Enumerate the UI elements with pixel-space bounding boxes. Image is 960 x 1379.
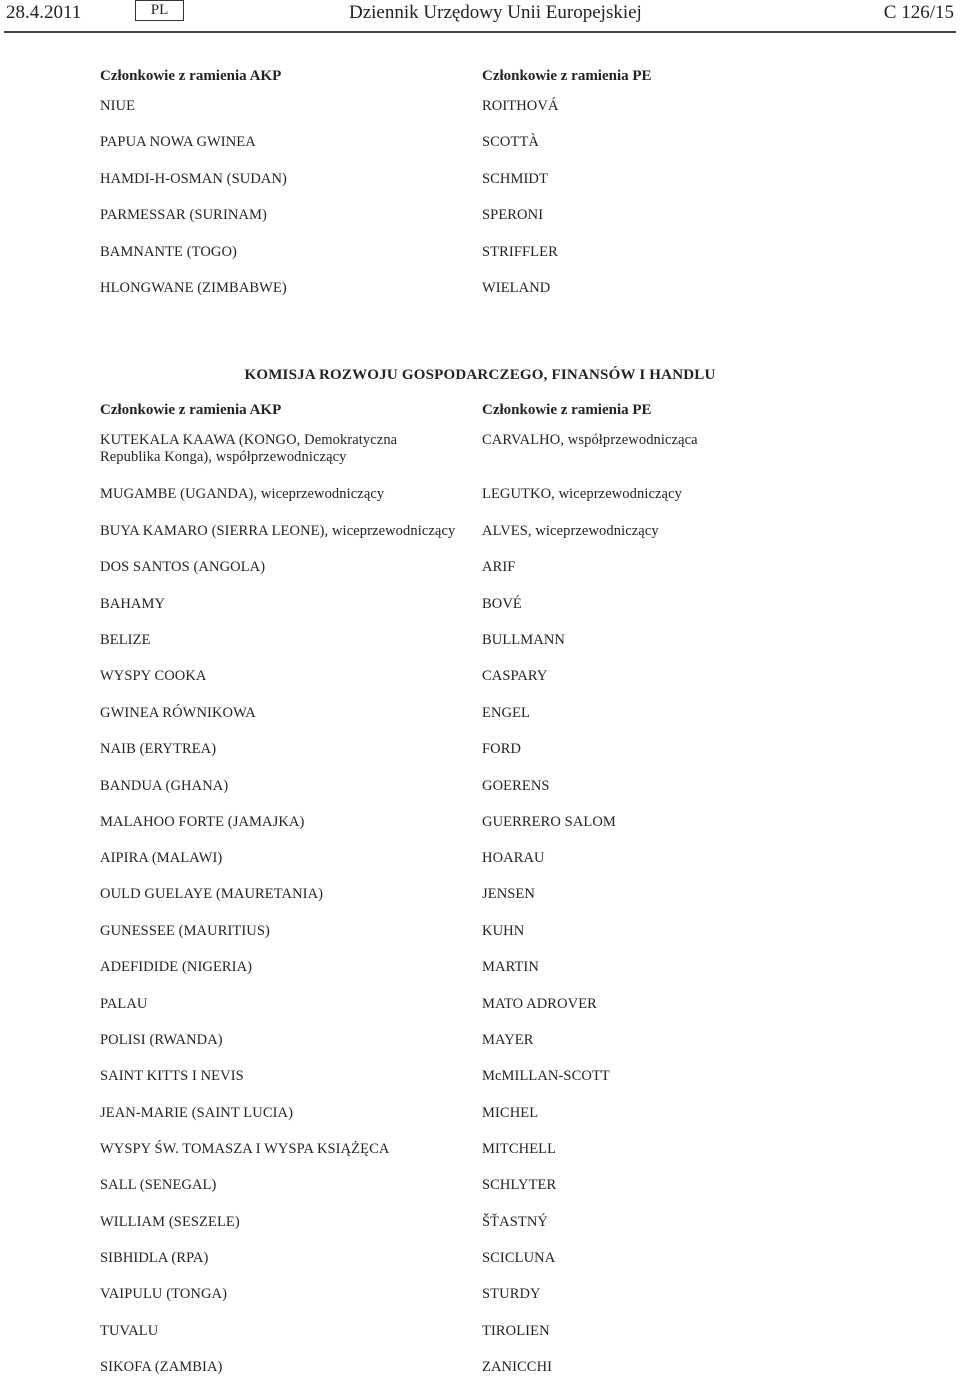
list-item: MITCHELL (482, 1141, 557, 1157)
list-item: McMILLAN-SCOTT (482, 1068, 610, 1084)
list-item: ŠŤASTNÝ (482, 1214, 548, 1230)
section2-right-heading: Członkowie z ramienia PE (482, 402, 652, 418)
list-item: BANDUA (GHANA) (100, 778, 229, 794)
list-item: MICHEL (482, 1105, 539, 1121)
committee-title: KOMISJA ROZWOJU GOSPODARCZEGO, FINANSÓW I HANDLU (244, 367, 716, 383)
list-item: TIROLIEN (482, 1323, 550, 1339)
list-item: HLONGWANE (ZIMBABWE) (100, 280, 287, 296)
list-item: SAINT KITTS I NEVIS (100, 1068, 244, 1084)
list-item: WILLIAM (SESZELE) (100, 1214, 240, 1230)
list-item: SCOTTÀ (482, 134, 539, 150)
section2-left-heading: Członkowie z ramienia AKP (100, 402, 282, 418)
list-item: ZANICCHI (482, 1359, 553, 1375)
list-item: ALVES, wiceprzewodniczący (482, 523, 659, 539)
list-item: ADEFIDIDE (NIGERIA) (100, 959, 253, 975)
list-item: PALAU (100, 996, 148, 1012)
list-item: JEAN-MARIE (SAINT LUCIA) (100, 1105, 294, 1121)
list-item: KUHN (482, 923, 525, 939)
list-item: KUTEKALA KAAWA (KONGO, Demokratyczna Republika Konga), współprzewodniczący (100, 432, 398, 465)
list-item: PARMESSAR (SURINAM) (100, 207, 267, 223)
list-item: WYSPY ŚW. TOMASZA I WYSPA KSIĄŻĘCA (100, 1141, 390, 1157)
section1-left-heading: Członkowie z ramienia AKP (100, 68, 282, 84)
list-item: AIPIRA (MALAWI) (100, 850, 223, 866)
list-item: HAMDI-H-OSMAN (SUDAN) (100, 171, 287, 187)
list-item: GWINEA RÓWNIKOWA (100, 705, 256, 721)
list-item: MALAHOO FORTE (JAMAJKA) (100, 814, 305, 830)
list-item: NIUE (100, 98, 136, 114)
list-item: SPERONI (482, 207, 544, 223)
list-item: BOVÉ (482, 596, 522, 612)
journal-title: Dziennik Urzędowy Unii Europejskiej (349, 2, 642, 23)
list-item: BULLMANN (482, 632, 565, 648)
page-header (0, 0, 960, 34)
list-item: ROITHOVÁ (482, 98, 559, 114)
list-item: OULD GUELAYE (MAURETANIA) (100, 886, 324, 902)
list-item: STRIFFLER (482, 244, 558, 260)
list-item: JENSEN (482, 886, 535, 902)
header-rule (4, 31, 956, 33)
page-reference: C 126/15 (883, 2, 954, 23)
list-item: FORD (482, 741, 522, 757)
list-item: MUGAMBE (UGANDA), wiceprzewodniczący (100, 486, 385, 502)
list-item: PAPUA NOWA GWINEA (100, 134, 256, 150)
list-item: BELIZE (100, 632, 151, 648)
list-item: WIELAND (482, 280, 551, 296)
list-item: ARIF (482, 559, 516, 575)
publication-date: 28.4.2011 (6, 2, 82, 23)
list-item: MARTIN (482, 959, 539, 975)
list-item: BAMNANTE (TOGO) (100, 244, 237, 260)
list-item: POLISI (RWANDA) (100, 1032, 223, 1048)
list-item: BAHAMY (100, 596, 166, 612)
list-item: SALL (SENEGAL) (100, 1177, 217, 1193)
list-item: BUYA KAMARO (SIERRA LEONE), wiceprzewodniczący (100, 523, 456, 539)
list-item: DOS SANTOS (ANGOLA) (100, 559, 266, 575)
list-item: SIBHIDLA (RPA) (100, 1250, 209, 1266)
list-item: GUNESSEE (MAURITIUS) (100, 923, 270, 939)
list-item: LEGUTKO, wiceprzewodniczący (482, 486, 682, 502)
language-badge: PL (135, 0, 184, 21)
list-item: CASPARY (482, 668, 548, 684)
list-item: SIKOFA (ZAMBIA) (100, 1359, 223, 1375)
list-item: SCICLUNA (482, 1250, 556, 1266)
list-item: GOERENS (482, 778, 550, 794)
list-item: ENGEL (482, 705, 531, 721)
list-item: GUERRERO SALOM (482, 814, 616, 830)
list-item: SCHMIDT (482, 171, 548, 187)
list-item: SCHLYTER (482, 1177, 557, 1193)
list-item: STURDY (482, 1286, 541, 1302)
list-item: MATO ADROVER (482, 996, 597, 1012)
list-item: HOARAU (482, 850, 545, 866)
list-item: NAIB (ERYTREA) (100, 741, 217, 757)
list-item: VAIPULU (TONGA) (100, 1286, 228, 1302)
list-item: TUVALU (100, 1323, 159, 1339)
section1-right-heading: Członkowie z ramienia PE (482, 68, 652, 84)
list-item: WYSPY COOKA (100, 668, 207, 684)
list-item: CARVALHO, współprzewodnicząca (482, 432, 698, 448)
list-item: MAYER (482, 1032, 534, 1048)
